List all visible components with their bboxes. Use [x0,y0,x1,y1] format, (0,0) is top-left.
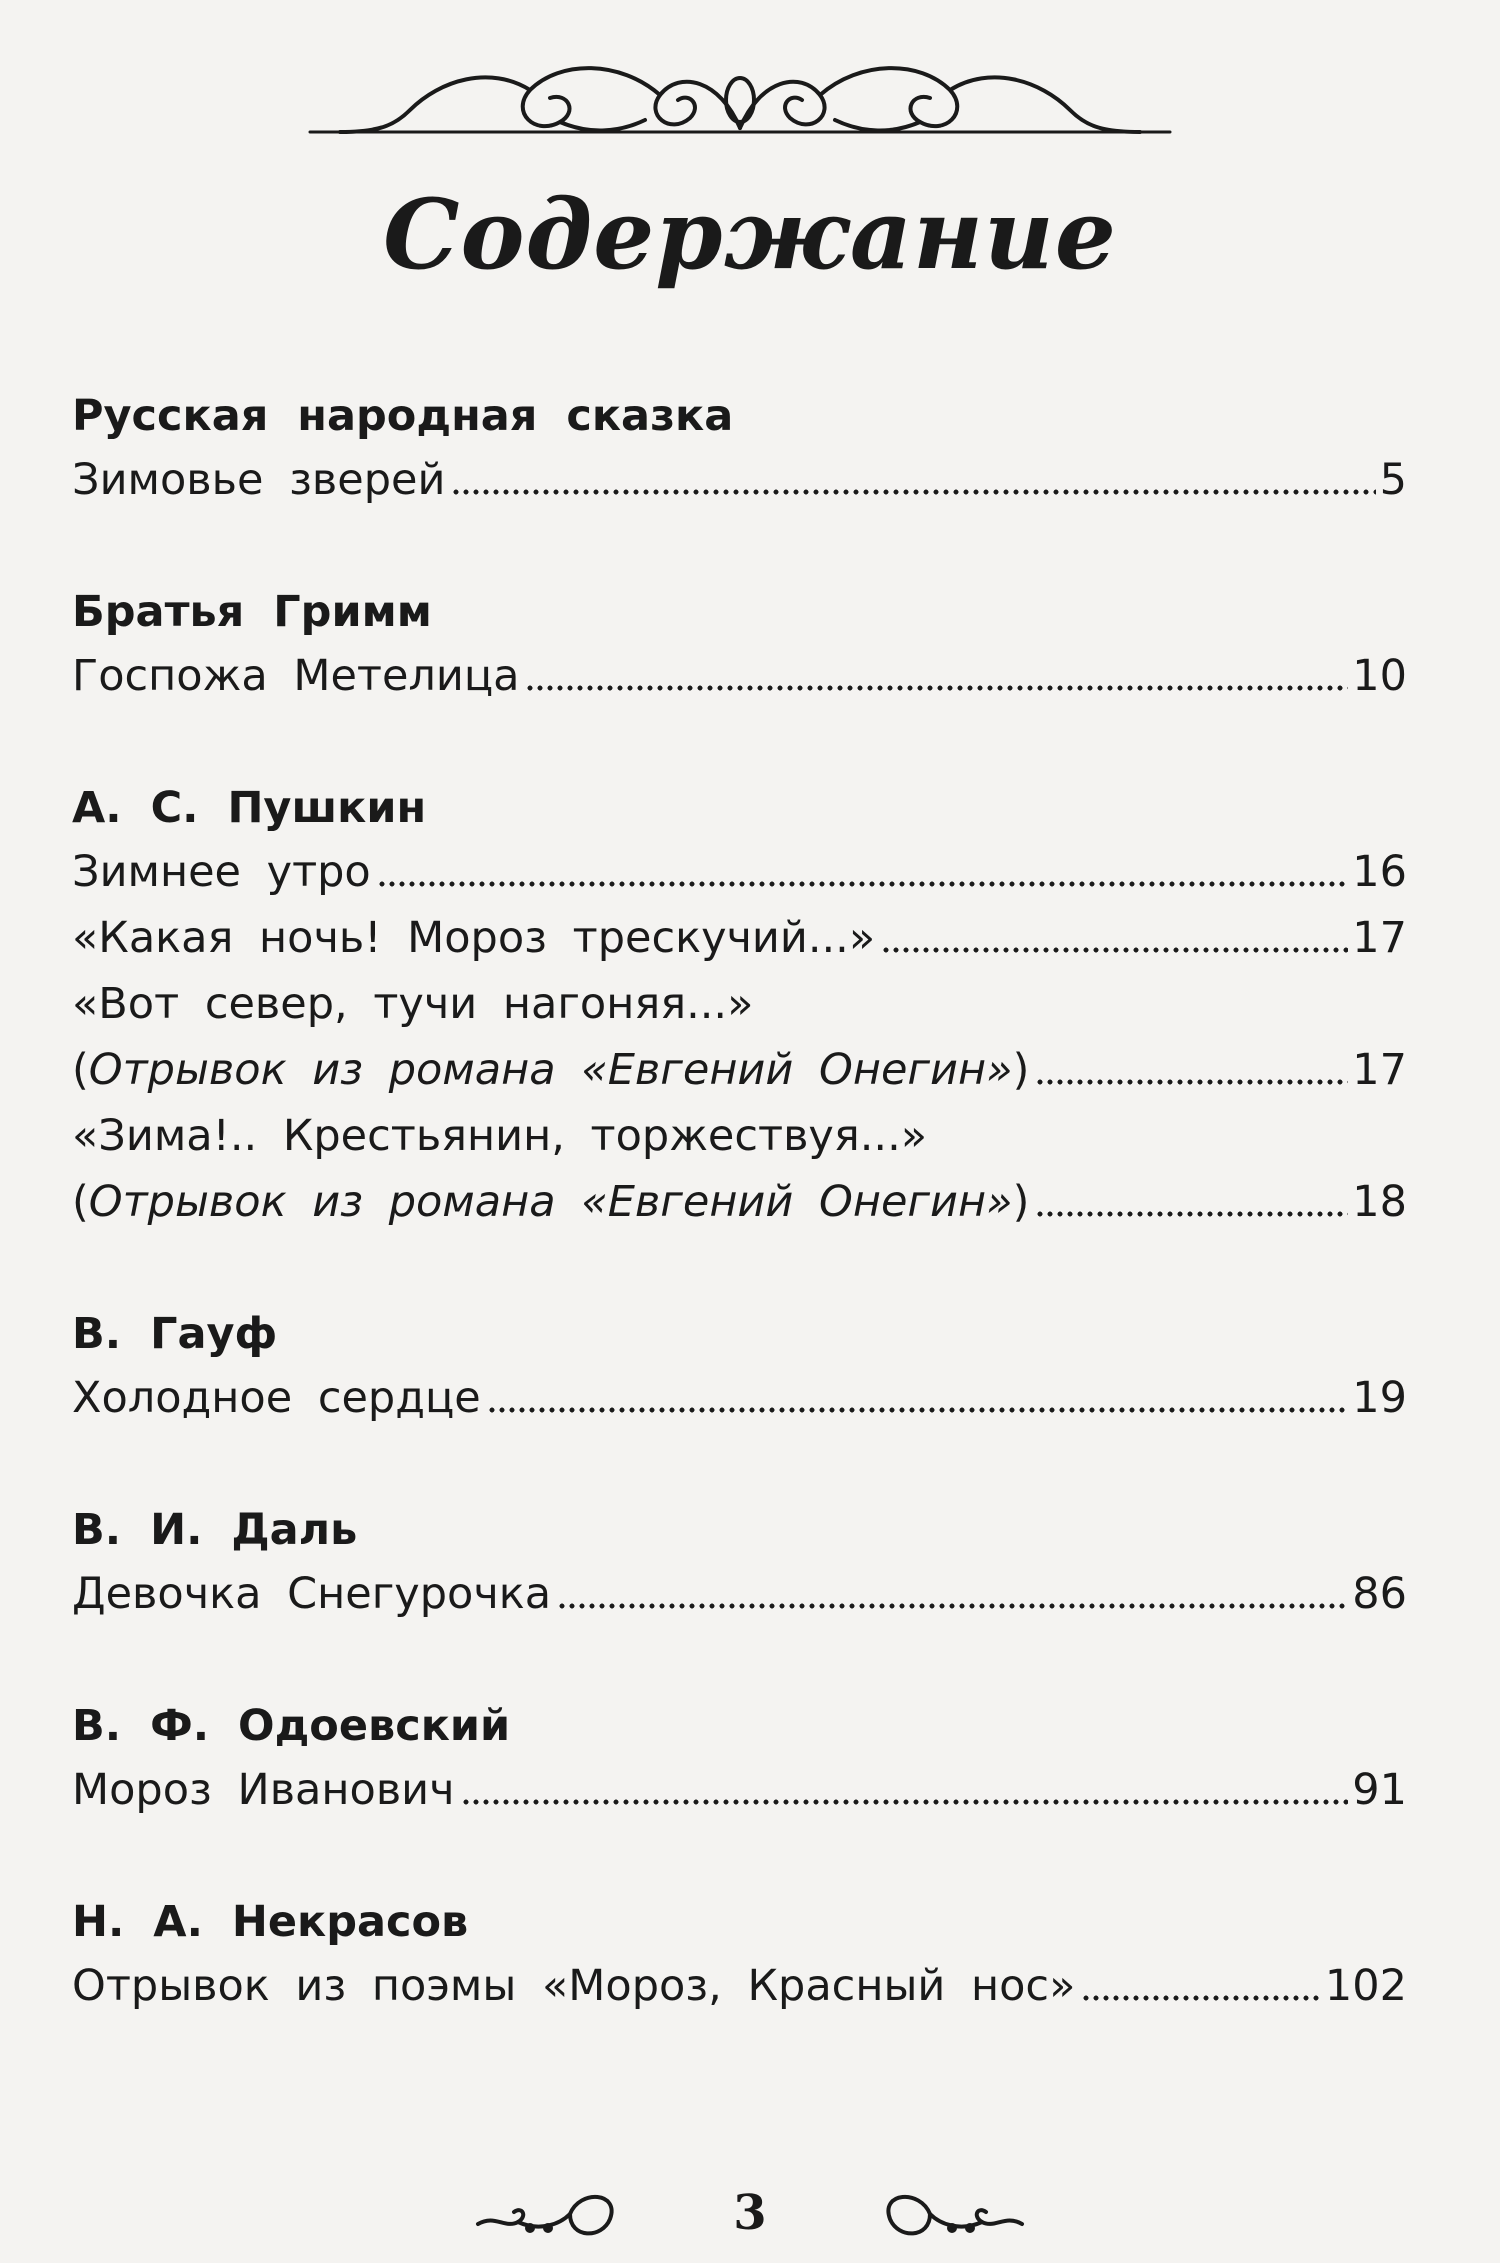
note-text: Отрывок из романа «Евгений Онегин» [88,1045,1013,1095]
section-gap [72,513,1407,581]
section-gap [72,1823,1407,1891]
dot-leader [461,1798,1349,1806]
section-author: Братья Гримм [72,587,432,637]
dot-leader [1035,1078,1348,1086]
section-author: В. Гауф [72,1309,278,1359]
section-gap [72,1431,1407,1499]
entry-page: 18 [1352,1177,1407,1227]
toc-section [72,1695,1407,1823]
page-number: 3 [733,2185,767,2241]
toc-section [72,581,1407,709]
section-author: Русская народная сказка [72,391,734,441]
entry-title: Мороз Иванович [72,1765,455,1815]
entry-title-line[interactable]: «Вот север, тучи нагоняя...» [72,979,754,1029]
dot-leader [1035,1210,1348,1218]
note-paren-close: ) [1012,1045,1030,1095]
entry-note [72,1037,1029,1103]
dot-leader [1081,1994,1321,2002]
toc-entry[interactable] [72,905,1407,971]
toc-section [72,1891,1407,2019]
section-author: В. Ф. Одоевский [72,1701,511,1751]
entry-page: 16 [1352,847,1407,897]
toc-entry[interactable] [72,447,1407,513]
entry-page: 10 [1352,651,1407,701]
section-author: А. С. Пушкин [72,783,427,833]
dot-leader [487,1406,1349,1414]
entry-page: 102 [1324,1961,1407,2011]
toc-section [72,1303,1407,1431]
toc-section [72,385,1407,513]
note-text: Отрывок из романа «Евгений Онегин» [88,1177,1013,1227]
entry-title: «Какая ночь! Мороз трескучий...» [72,913,876,963]
entry-title: Девочка Снегурочка [72,1569,552,1619]
note-paren-close: ) [1012,1177,1030,1227]
section-author: В. И. Даль [72,1505,358,1555]
dot-leader [377,880,1349,888]
toc-entry[interactable] [72,1757,1407,1823]
page-footer [0,2178,1500,2248]
dot-leader [451,488,1375,496]
entry-page: 5 [1379,455,1407,505]
toc-section [72,777,1407,1235]
dot-leader [557,1602,1348,1610]
entry-title: Зимовье зверей [72,455,446,505]
entry-title: Госпожа Метелица [72,651,520,701]
page-title: Содержание [383,178,1117,291]
toc-entry[interactable] [72,1169,1407,1235]
entry-title: Зимнее утро [72,847,371,897]
section-gap [72,1235,1407,1303]
flourish-ornament-icon [300,40,1180,150]
toc-entry[interactable] [72,1365,1407,1431]
note-paren-open: ( [72,1177,89,1227]
toc-entry[interactable] [72,643,1407,709]
toc-entry[interactable] [72,1561,1407,1627]
entry-note [72,1169,1029,1235]
entry-page: 91 [1352,1765,1407,1815]
entry-page: 19 [1352,1373,1407,1423]
section-gap [72,709,1407,777]
entry-page: 17 [1352,913,1407,963]
toc-entry[interactable] [72,1037,1407,1103]
entry-page: 86 [1352,1569,1407,1619]
entry-title: Холодное сердце [72,1373,481,1423]
note-paren-open: ( [72,1045,89,1095]
dot-leader [881,946,1348,954]
entry-page: 17 [1352,1045,1407,1095]
toc-entry[interactable] [72,1953,1407,2019]
section-author: Н. А. Некрасов [72,1897,469,1947]
entry-title: Отрывок из поэмы «Мороз, Красный нос» [72,1961,1076,2011]
section-gap [72,1627,1407,1695]
dot-leader [525,684,1348,692]
left-swirl-icon [470,2184,620,2244]
table-of-contents [72,385,1407,2019]
toc-entry[interactable] [72,839,1407,905]
toc-section [72,1499,1407,1627]
right-swirl-icon [880,2184,1030,2244]
entry-title-line[interactable]: «Зима!.. Крестьянин, торжествуя...» [72,1111,928,1161]
